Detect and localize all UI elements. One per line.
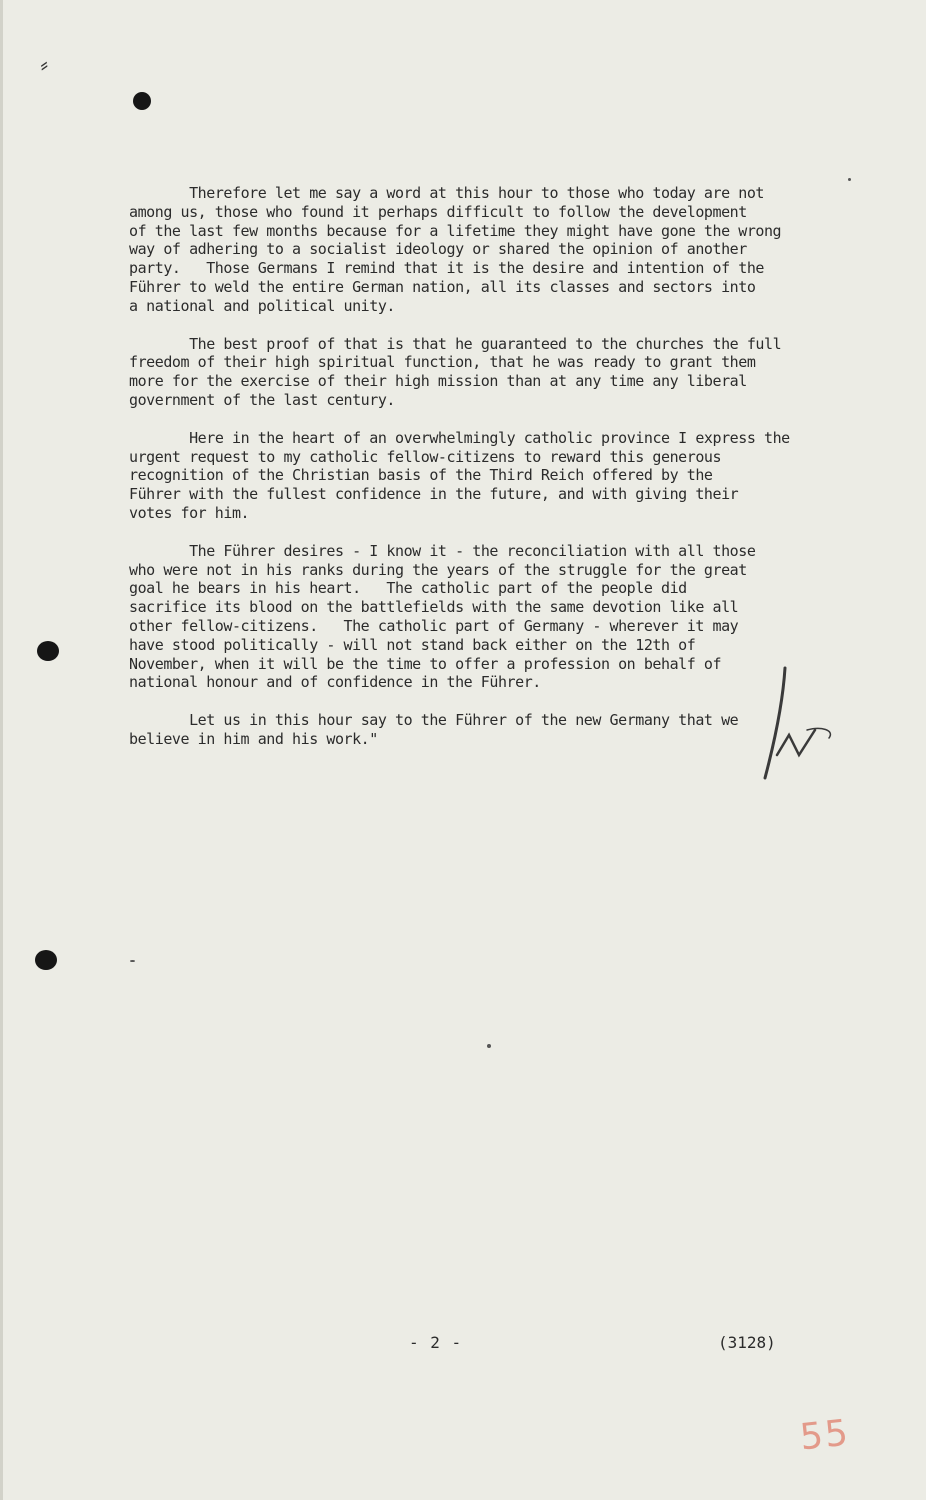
archive-pencil-mark: 55 (797, 1412, 852, 1459)
letter-body (129, 184, 849, 768)
document-reference: (3128) (718, 1333, 776, 1352)
punch-hole-lower (35, 950, 57, 970)
page-number: - 2 - (409, 1333, 463, 1352)
paragraph-5: Let us in this hour say to the Führer of the new Germany that we believe in him and his work." (129, 711, 739, 748)
punch-hole-middle (37, 641, 59, 661)
paper-speck (487, 1044, 491, 1048)
paragraph-3: Here in the heart of an overwhelmingly catholic province I express the urgent request to my catholic fellow-citizens to reward this generous recognition of the Christian basis of the Third Reich offered by the Führer with the fullest confidence in the future, and with giving their votes for him. (129, 428, 790, 522)
paragraph-4: The Führer desires - I know it - the reconciliation with all those who were not in his ranks during the years of the struggle for the great goal he bears in his heart. The catholic part of the people did sacrifice its blood on the battlefields with the same devotion like all other fellow-citizens. The catholic part of Germany - wherever it may have stood politically - will not stand back either on the 12th of November, when it will be the time to offer a profession on behalf of national honour and of confidence in the Führer. (129, 541, 756, 692)
paragraph-2: The best proof of that is that he guaranteed to the churches the full freedom of their high spiritual function, that he was ready to grant them more for the exercise of their high mission than at any time any liberal government of the last century. (129, 334, 782, 409)
punch-hole-top (133, 92, 151, 110)
paragraph-1: Therefore let me say a word at this hour to those who today are not among us, those who found it perhaps difficult to follow the development of the last few months because for a lifetime they might have gone the wrong way of adhering to a socialist ideology or shared the opinion of another party. Those Germans I remind that it is the desire and intention of the Führer to weld the entire German nation, all its classes and sectors into a national and political unity. (129, 184, 782, 315)
margin-pencil-mark: ⸗ (38, 49, 50, 79)
page-edge (0, 0, 3, 1500)
paper-speck (848, 178, 851, 181)
handwritten-initial-signature (755, 660, 845, 790)
paper-speck (130, 960, 135, 962)
